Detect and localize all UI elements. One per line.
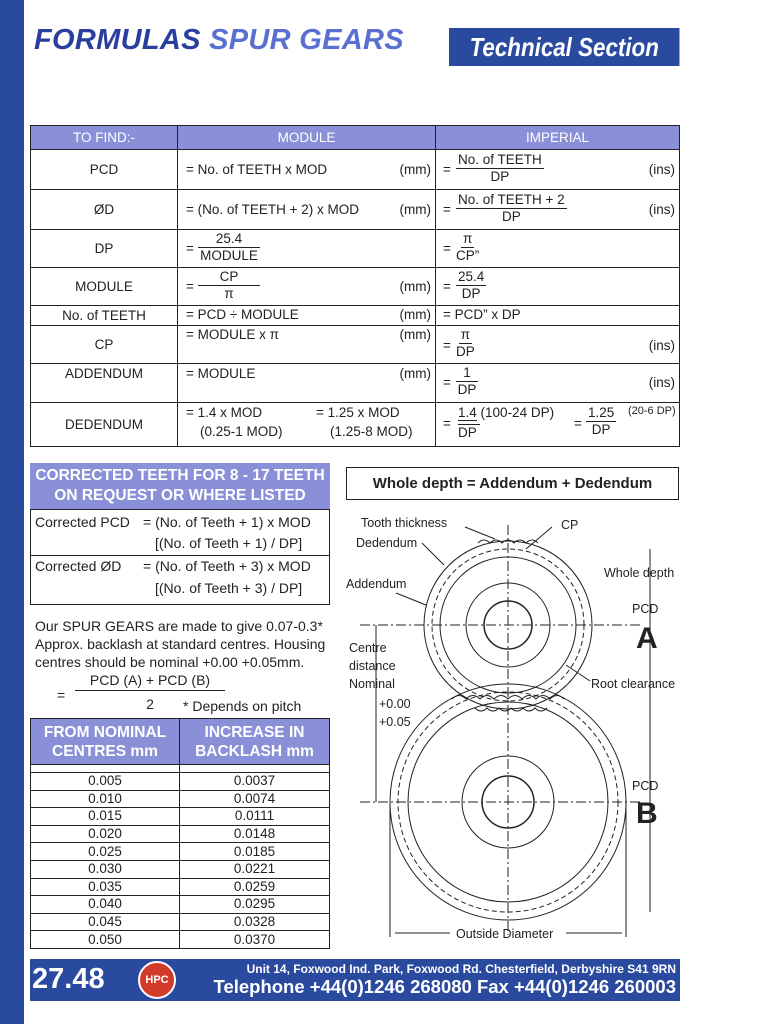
module-cell: = PCD ÷ MODULE (mm) — [178, 306, 436, 326]
table-row: 0.045 0.0328 — [31, 913, 330, 931]
imperial-cell: = $\frac{\text{No. of TEETH + 2}}{DP}$ (ins) — [436, 190, 680, 230]
table-row: 0.015 0.0111 — [31, 808, 330, 826]
header-increase-backlash: INCREASE IN BACKLASH mm — [180, 719, 330, 765]
section-badge: Technical Section — [449, 28, 679, 66]
table-row — [31, 403, 680, 447]
module-cell: = $\frac{CP}{\pi}$ (mm) — [178, 268, 436, 306]
module-cell: = (No. of TEETH + 2) x MOD (mm) — [178, 190, 436, 230]
footer-bar — [30, 959, 680, 1001]
backlash-table — [30, 718, 330, 949]
title-formulas: FORMULAS — [34, 24, 201, 56]
company-telephone: Telephone +44(0)1246 268080 Fax +44(0)1246 260003 — [213, 976, 676, 997]
row-label: PCD — [31, 150, 178, 190]
module-cell: = MODULE x π (mm) — [178, 326, 436, 364]
header-to-find: TO FIND:- — [31, 126, 178, 150]
label-centre-distance: Centre — [349, 641, 387, 655]
label-outside-diameter: Outside Diameter — [456, 927, 554, 941]
imperial-cell: = $\frac{\pi}{CP”}$ — [436, 230, 680, 268]
label-addendum: Addendum — [346, 577, 407, 591]
table-row: 0.035 0.0259 — [31, 878, 330, 896]
label-root-clearance: Root clearance — [591, 677, 676, 691]
table-row — [31, 326, 680, 364]
label-pcd-b: PCD — [632, 779, 659, 793]
module-cell: = No. of TEETH x MOD (mm) — [178, 150, 436, 190]
header-imperial: IMPERIAL — [436, 126, 680, 150]
label-pcd-a: PCD — [632, 602, 659, 616]
corrected-teeth-box: Corrected PCD = (No. of Teeth + 1) x MOD [(No. of Teeth + 1) / DP] Corrected ØD = (No. of Teeth + 3) x MOD [(No. of Teeth + 3) / DP] — [30, 509, 330, 605]
table-row — [31, 268, 680, 306]
table-row — [31, 306, 680, 326]
formula-table-header — [31, 126, 680, 150]
table-row: 0.010 0.0074 — [31, 790, 330, 808]
module-cell: = 1.4 x MOD (0.25-1 MOD) = 1.25 x MOD (1.25-8 MOD) — [178, 403, 436, 447]
table-row — [31, 364, 680, 403]
table-row — [31, 230, 680, 268]
imperial-cell: = $\frac{25.4}{DP}$ — [436, 268, 680, 306]
module-cell: = $\frac{25.4}{\text{MODULE}}$ — [178, 230, 436, 268]
label-gear-a: A — [636, 622, 658, 655]
backlash-note: Our SPUR GEARS are made to give 0.07-0.3* Approx. backlash at standard centres. Housing centres should be nominal +0.00 +0.05mm. — [35, 618, 326, 670]
table-row — [31, 150, 680, 190]
row-label: DP — [31, 230, 178, 268]
label-whole-depth: Whole depth — [604, 566, 675, 580]
company-logo: HPC — [138, 961, 176, 999]
row-label: ØD — [31, 190, 178, 230]
table-row: 0.020 0.0148 — [31, 825, 330, 843]
imperial-cell: = 1.4 (100-24 DP) DP = $\frac{1.25}{DP}$ (20-6 DP) — [436, 403, 680, 447]
left-sidebar-bar — [0, 0, 24, 1024]
label-gear-b: B — [636, 797, 658, 830]
label-tooth-thickness: Tooth thickness — [361, 516, 448, 530]
imperial-cell: = PCD” x DP — [436, 306, 680, 326]
gear-a-teeth-bottom — [475, 708, 547, 711]
imperial-cell: = $\frac{1}{DP}$ (ins) — [436, 364, 680, 403]
table-row: 0.025 0.0185 — [31, 843, 330, 861]
corrected-od-label: Corrected ØD — [35, 558, 122, 574]
label-tolerance: +0.00 — [379, 697, 411, 711]
row-label: DEDENDUM — [31, 403, 178, 447]
table-row: 0.005 0.0037 — [31, 773, 330, 791]
row-label: MODULE — [31, 268, 178, 306]
imperial-cell: = $\frac{\text{No. of TEETH}}{DP}$ (ins) — [436, 150, 680, 190]
table-row: 0.050 0.0370 — [31, 931, 330, 949]
whole-depth-formula-box: Whole depth = Addendum + Dedendum — [346, 467, 679, 500]
company-address: Unit 14, Foxwood Ind. Park, Foxwood Rd. Chesterfield, Derbyshire S41 9RN — [246, 962, 676, 976]
depends-footnote: * Depends on pitch — [183, 698, 302, 714]
module-cell: = MODULE (mm) — [178, 364, 436, 403]
page-number: 27.48 — [32, 963, 105, 995]
page-title — [34, 24, 404, 57]
row-label: ADDENDUM — [31, 364, 178, 403]
imperial-cell: = $\frac{\pi}{DP}$ (ins) — [436, 326, 680, 364]
title-spur-gears: SPUR GEARS — [209, 24, 404, 56]
header-from-nominal: FROM NOMINAL CENTRES mm — [31, 719, 180, 765]
corrected-teeth-heading: CORRECTED TEETH FOR 8 - 17 TEETH ON REQUEST OR WHERE LISTED — [30, 463, 330, 509]
label-dedendum: Dedendum — [356, 536, 418, 550]
formula-table — [30, 125, 680, 447]
corrected-pcd-label: Corrected PCD — [35, 514, 130, 530]
table-row — [31, 190, 680, 230]
row-label: CP — [31, 326, 178, 364]
table-row: 0.040 0.0295 — [31, 896, 330, 914]
table-row: 0.030 0.0221 — [31, 860, 330, 878]
label-cp: CP — [561, 518, 579, 532]
header-module: MODULE — [178, 126, 436, 150]
row-label: No. of TEETH — [31, 306, 178, 326]
